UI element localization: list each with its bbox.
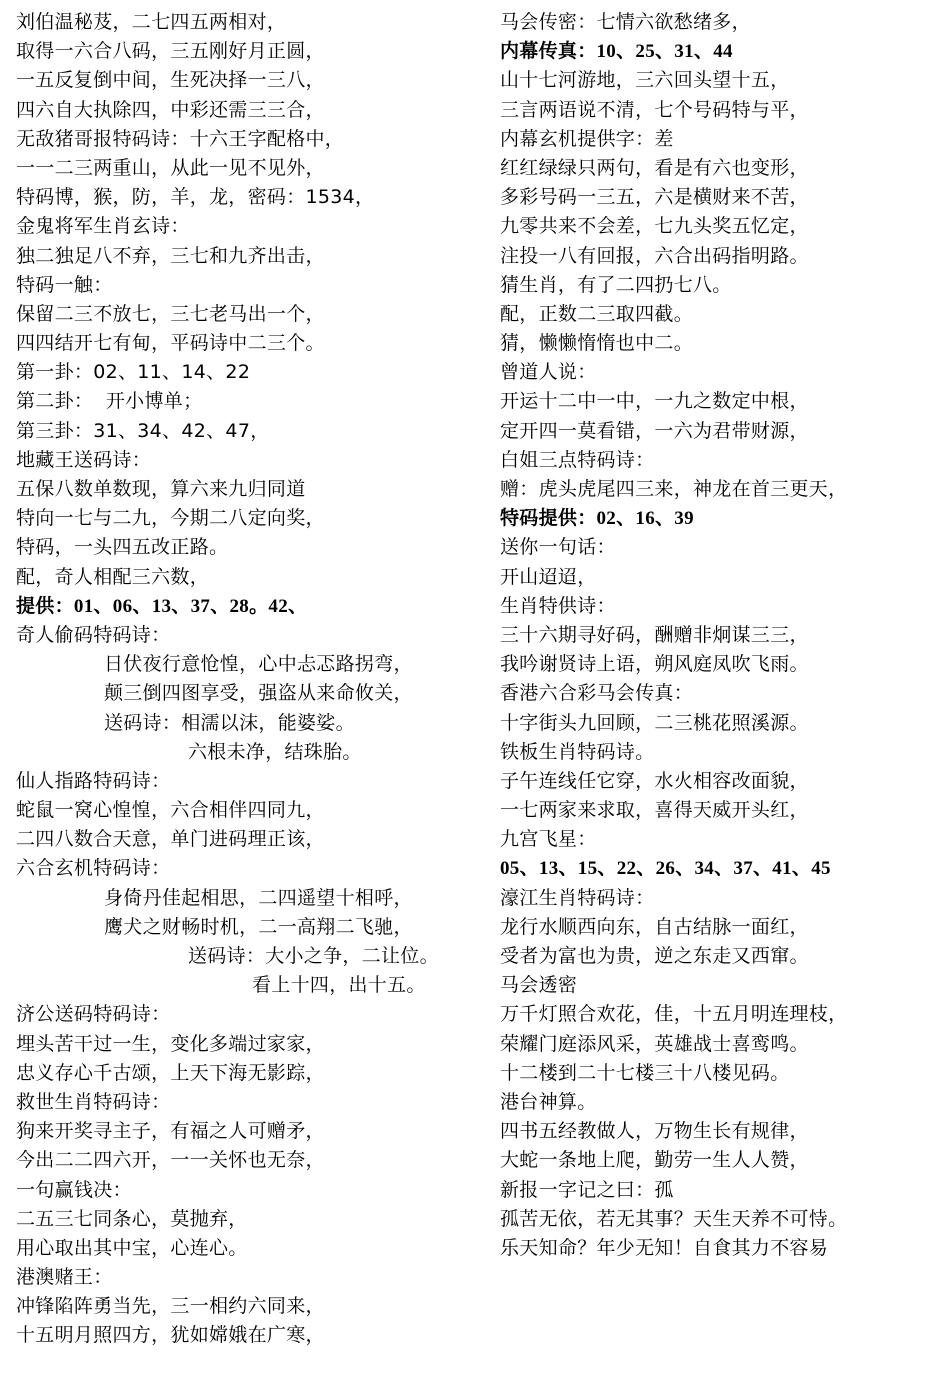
text-line: 特码一触： <box>16 273 113 296</box>
text-line: 四六自大执除四，中彩还需三三合， <box>16 98 325 121</box>
text-line: 孤苦无依，若无其事？天生天养不可恃。 <box>500 1207 848 1230</box>
text-line: 一五反复倒中间，生死决择一三八， <box>16 69 325 92</box>
text-line: 蛇鼠一窝心惶惶，六合相伴四同九， <box>16 799 325 822</box>
text-line: 生肖特供诗： <box>500 594 616 617</box>
text-line: 山十七河游地，三六回头望十五， <box>500 69 790 92</box>
text-line: 龙行水顺西向东，自古结脉一面红， <box>500 915 809 938</box>
text-line: 第三卦：31、34、42、47， <box>16 419 270 442</box>
text-line: 救世生肖特码诗： <box>16 1090 171 1113</box>
text-line: 白姐三点特码诗： <box>500 448 655 471</box>
text-line: 二四八数合天意，单门进码理正该， <box>16 828 325 851</box>
text-line: 九宫飞星： <box>500 828 597 851</box>
text-line: 乐天知命？年少无知！自食其力不容易 <box>500 1236 829 1259</box>
text-line: 万千灯照合欢花，佳，十五月明连理枝， <box>500 1003 848 1026</box>
text-line: 九零共来不会差，七九头奖五忆定， <box>500 215 809 238</box>
text-line: 刘伯温秘芨，二七四五两相对， <box>16 11 287 33</box>
text-line: 十字街头九回顾，二三桃花照溪源。 <box>500 711 809 734</box>
text-line: 无敌猪哥报特码诗：十六王字配格中， <box>16 127 345 150</box>
text-line: 注投一八有回报，六合出码指明路。 <box>500 244 809 267</box>
left-column <box>16 8 486 1351</box>
text-line: 多彩号码一三五，六是横财来不苦， <box>500 186 809 209</box>
text-line: 奇人偷码特码诗： <box>16 623 171 646</box>
text-line: 鹰犬之财畅时机，二一高翔二飞驰， <box>104 915 413 938</box>
text-line: 五保八数单数现，算六来九归同道 <box>16 478 306 500</box>
text-line: 送码诗：相濡以沫，能婆娑。 <box>104 711 355 734</box>
text-line: 第二卦： 开小博单； <box>16 390 203 413</box>
text-line: 红红绿绿只两句，看是有六也变形， <box>500 156 809 179</box>
text-line: 曾道人说： <box>500 361 597 384</box>
text-line: 内幕传真：10、25、31、44 <box>500 41 733 63</box>
text-line: 香港六合彩马会传真： <box>500 682 694 705</box>
text-line: 猜生肖，有了二四扔七八。 <box>500 273 732 296</box>
text-line: 马会传密：七情六欲愁绪多， <box>500 11 751 33</box>
text-line: 定开四一莫看错，一六为君带财源， <box>500 419 809 442</box>
text-line: 二五三七同条心，莫抛弃， <box>16 1207 248 1230</box>
text-line: 受者为富也为贵，逆之东走又西窜。 <box>500 945 809 967</box>
text-line: 配，奇人相配三六数， <box>16 565 210 588</box>
text-line: 金鬼将军生肖玄诗： <box>16 215 190 238</box>
text-line: 四四结开七有甸，平码诗中二三个。 <box>16 332 325 355</box>
text-line: 取得一六合八码，三五刚好月正圆， <box>16 40 325 63</box>
text-line: 送你一句话： <box>500 536 616 559</box>
text-line: 送码诗：大小之争，二让位。 <box>188 945 439 967</box>
text-line: 四书五经教做人，万物生长有规律， <box>500 1120 809 1143</box>
text-line: 子午连线任它穿，水火相容改面貌， <box>500 769 809 792</box>
text-line: 一句赢钱决： <box>16 1178 132 1201</box>
text-line: 05、13、15、22、26、34、37、41、45 <box>500 858 831 880</box>
text-line: 用心取出其中宝，心连心。 <box>16 1236 248 1259</box>
text-line: 颠三倒四图享受，强盗从来命攸关， <box>104 682 413 705</box>
text-line: 一七两家来求取，喜得天威开头红， <box>500 799 809 822</box>
text-line: 新报一字记之曰：孤 <box>500 1178 674 1201</box>
text-line: 配，正数二三取四截。 <box>500 302 694 325</box>
text-line: 身倚丹佳起相思，二四遥望十相呼， <box>104 886 413 909</box>
text-line: 猜，懒懒惰惰也中二。 <box>500 332 694 355</box>
text-line: 赠：虎头虎尾四三来，神龙在首三更天， <box>500 478 848 500</box>
text-line: 忠义存心千古颂，上天下海无影踪， <box>16 1061 325 1084</box>
text-line: 地藏王送码诗： <box>16 448 152 471</box>
text-line: 济公送码特码诗： <box>16 1003 171 1026</box>
text-line: 港澳赌王： <box>16 1266 113 1289</box>
text-line: 提供：01、06、13、37、28。42、 <box>16 595 308 617</box>
text-line: 铁板生肖特码诗。 <box>500 740 655 763</box>
text-line: 十五明月照四方，犹如嫦娥在广寒， <box>16 1324 325 1347</box>
text-line: 一一二三两重山，从此一见不见外， <box>16 156 325 179</box>
text-line: 独二独足八不弃，三七和九齐出击， <box>16 244 325 267</box>
right-column <box>500 8 930 1263</box>
text-line: 大蛇一条地上爬，勤劳一生人人赞， <box>500 1149 809 1172</box>
text-line: 今出二二四六开，一一关怀也无奈， <box>16 1149 325 1172</box>
text-line: 第一卦：02、11、14、22 <box>16 361 251 384</box>
text-line: 六根未净，结珠胎。 <box>188 740 362 763</box>
text-line: 十二楼到二十七楼三十八楼见码。 <box>500 1061 790 1084</box>
text-line: 特码提供：02、16、39 <box>500 508 694 530</box>
text-line: 开山迢迢， <box>500 565 597 588</box>
text-line: 特码，一头四五改正路。 <box>16 536 229 559</box>
text-line: 港台神算。 <box>500 1090 597 1113</box>
text-line: 三言两语说不清，七个号码特与平， <box>500 98 809 121</box>
text-line: 马会透密 <box>500 974 578 997</box>
text-line: 六合玄机特码诗： <box>16 857 171 880</box>
text-line: 荣耀门庭添风采，英雄战士喜鸾鸣。 <box>500 1032 809 1055</box>
text-line: 日伏夜行意怆惶，心中忐忑路拐弯， <box>104 653 413 676</box>
text-line: 看上十四，出十五。 <box>252 974 426 997</box>
text-line: 狗来开奖寻主子，有福之人可赠矛， <box>16 1120 325 1143</box>
text-line: 冲锋陷阵勇当先，三一相约六同来， <box>16 1295 325 1318</box>
text-line: 保留二三不放七，三七老马出一个， <box>16 302 325 325</box>
text-line: 特码博，猴，防，羊，龙，密码：1534， <box>16 186 375 209</box>
text-line: 濠江生肖特码诗： <box>500 886 655 909</box>
text-line: 特向一七与二九，今期二八定向奖， <box>16 507 325 530</box>
text-line: 开运十二中一中，一九之数定中根， <box>500 390 809 413</box>
text-line: 我吟谢贤诗上语，朔风庭凤吹飞雨。 <box>500 653 809 676</box>
text-line: 内幕玄机提供字：差 <box>500 127 674 150</box>
text-line: 三十六期寻好码，酬赠非炯谋三三， <box>500 623 809 646</box>
text-line: 仙人指路特码诗： <box>16 769 171 792</box>
text-line: 埋头苦干过一生，变化多端过家家， <box>16 1032 325 1055</box>
